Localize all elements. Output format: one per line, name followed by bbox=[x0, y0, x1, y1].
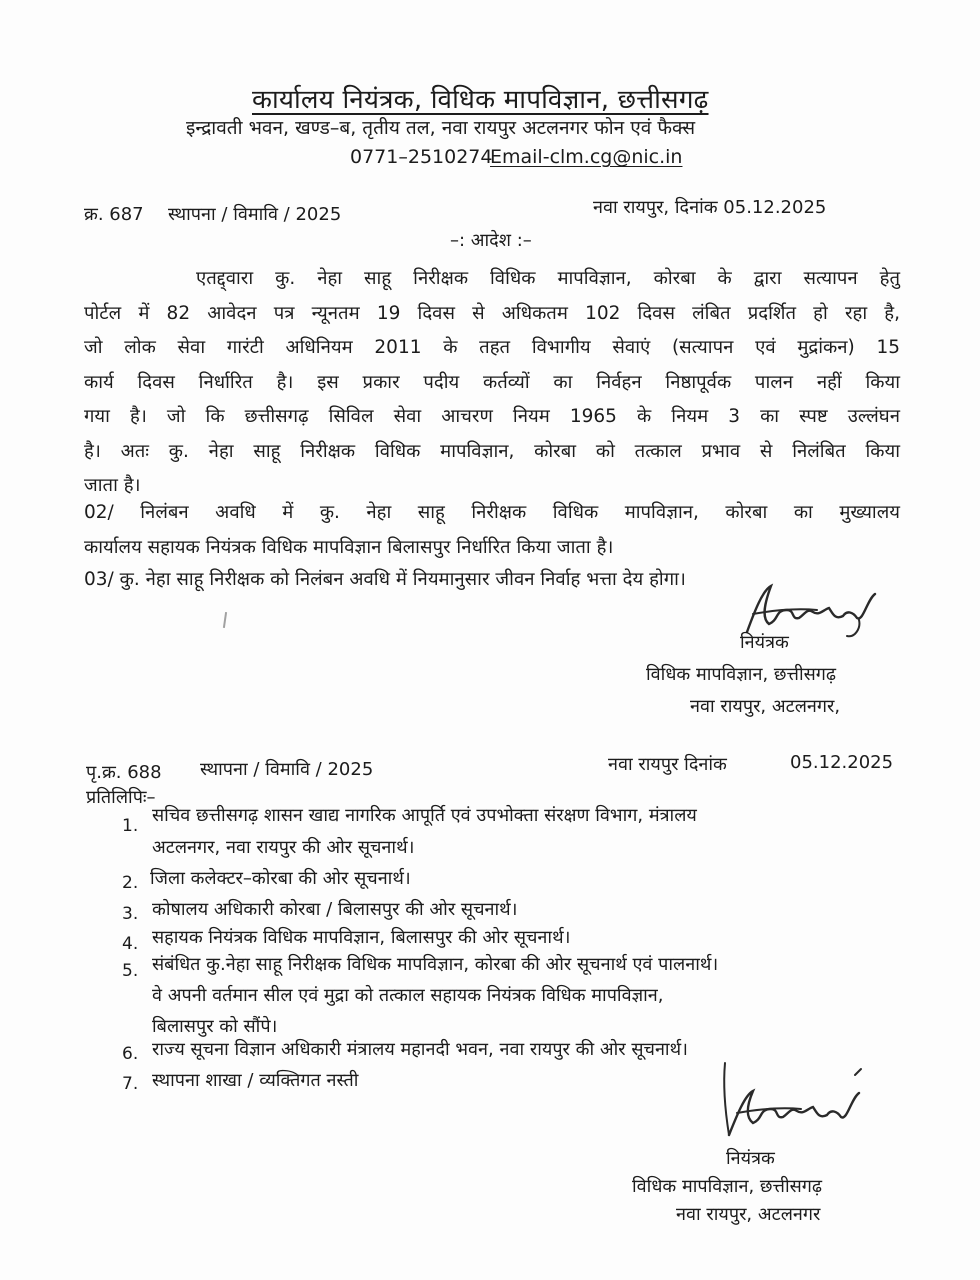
copy-item-number: 6. bbox=[122, 1044, 139, 1064]
copy-item-text: स्थापना शाखा / व्यक्तिगत नस्ती bbox=[152, 1070, 359, 1091]
office-phone: 0771–2510274 bbox=[350, 146, 493, 168]
copy-ref-section: स्थापना / विमावि / 2025 bbox=[200, 759, 374, 780]
copy-label: प्रतिलिपिः– bbox=[86, 787, 156, 808]
para1-line: एतद्द्वारा कु. नेहा साहू निरीक्षक विधिक मापविज्ञान, कोरबा के द्वारा सत्यापन हेतु bbox=[196, 268, 900, 289]
para1-line: जाता है। bbox=[84, 475, 141, 496]
order-paragraph-1 bbox=[84, 262, 900, 504]
para1-line: कार्य दिवस निर्धारित है। इस प्रकार पदीय कर्तव्यों का निर्वहन निष्ठापूर्वक पालन नहीं किया bbox=[84, 371, 900, 393]
copy-signatory-office: विधिक मापविज्ञान, छत्तीसगढ़ bbox=[632, 1176, 823, 1197]
order-ref-section: स्थापना / विमावि / 2025 bbox=[168, 204, 342, 225]
para2-line: कार्यालय सहायक नियंत्रक विधिक मापविज्ञान बिलासपुर निर्धारित किया जाता है। bbox=[84, 536, 614, 558]
order-paragraph-2 bbox=[84, 496, 900, 565]
order-signatory-designation: नियंत्रक bbox=[740, 632, 789, 653]
copy-item-text: सहायक नियंत्रक विधिक मापविज्ञान, बिलासपुर की ओर सूचनार्थ। bbox=[152, 927, 571, 948]
copy-item-number: 2. bbox=[122, 873, 139, 893]
office-email[interactable]: Email-clm.cg@nic.in bbox=[490, 146, 683, 168]
copy-item-text: राज्य सूचना विज्ञान अधिकारी मंत्रालय महानदी भवन, नवा रायपुर की ओर सूचनार्थ। bbox=[152, 1039, 688, 1060]
para1-line: गया है। जो कि छत्तीसगढ़ सिविल सेवा आचरण नियम 1965 के नियम 3 का स्पष्ट उल्लंघन bbox=[84, 406, 900, 427]
order-signatory-office: विधिक मापविज्ञान, छत्तीसगढ़ bbox=[646, 664, 837, 685]
copy-signatory-place: नवा रायपुर, अटलनगर bbox=[676, 1204, 821, 1225]
copy-place-date-label: नवा रायपुर दिनांक bbox=[608, 754, 727, 775]
copy-item-number: 5. bbox=[122, 961, 139, 981]
para1-line: है। अतः कु. नेहा साहू निरीक्षक विधिक मापविज्ञान, कोरबा को तत्काल प्रभाव से निलंबित किया bbox=[84, 440, 900, 462]
copy-item-text: जिला कलेक्टर–कोरबा की ओर सूचनार्थ। bbox=[150, 868, 411, 889]
copy-item-number: 1. bbox=[122, 816, 139, 836]
copy-item-text: अटलनगर, नवा रायपुर की ओर सूचनार्थ। bbox=[152, 837, 415, 858]
order-ref-no: क्र. 687 bbox=[84, 204, 144, 225]
copy-item-text: बिलासपुर को सौंपे। bbox=[152, 1016, 278, 1037]
stray-mark bbox=[223, 612, 227, 628]
copy-date: 05.12.2025 bbox=[790, 752, 894, 773]
copy-item-number: 4. bbox=[122, 934, 139, 954]
para2-line: 02/ निलंबन अवधि में कु. नेहा साहू निरीक्षक विधिक मापविज्ञान, कोरबा का मुख्यालय bbox=[84, 502, 900, 523]
copy-ref-no: पृ.क्र. 688 bbox=[86, 762, 162, 783]
order-paragraph-3: 03/ कु. नेहा साहू निरीक्षक को निलंबन अवधि में नियमानुसार जीवन निर्वाह भत्ता देय होगा। bbox=[84, 569, 686, 590]
copy-item-number: 7. bbox=[122, 1074, 139, 1094]
order-heading: –: आदेश :– bbox=[450, 230, 532, 251]
office-title: कार्यालय नियंत्रक, विधिक मापविज्ञान, छत्तीसगढ़ bbox=[252, 85, 709, 115]
copy-item-text: सचिव छत्तीसगढ़ शासन खाद्य नागरिक आपूर्ति एवं उपभोक्ता संरक्षण विभाग, मंत्रालय bbox=[152, 805, 697, 826]
signature-2 bbox=[715, 1055, 895, 1145]
para1-line: जो लोक सेवा गारंटी अधिनियम 2011 के तहत विभागीय सेवाएं (सत्यापन एवं मुद्रांकन) 15 bbox=[84, 337, 900, 358]
copy-item-text: कोषालय अधिकारी कोरबा / बिलासपुर की ओर सूचनार्थ। bbox=[152, 899, 518, 920]
order-signatory-place: नवा रायपुर, अटलनगर, bbox=[690, 696, 841, 717]
copy-item-text: वे अपनी वर्तमान सील एवं मुद्रा को तत्काल सहायक नियंत्रक विधिक मापविज्ञान, bbox=[152, 985, 664, 1006]
copy-item-number: 3. bbox=[122, 904, 139, 924]
order-place-date: नवा रायपुर, दिनांक 05.12.2025 bbox=[593, 197, 827, 218]
office-address: इन्द्रावती भवन, खण्ड–ब, तृतीय तल, नवा रायपुर अटलनगर फोन एवं फैक्स bbox=[186, 117, 696, 139]
copy-item-text: संबंधित कु.नेहा साहू निरीक्षक विधिक मापविज्ञान, कोरबा की ओर सूचनार्थ एवं पालनार्थ। bbox=[152, 954, 719, 975]
copy-signatory-designation: नियंत्रक bbox=[726, 1148, 775, 1169]
para1-line: पोर्टल में 82 आवेदन पत्र न्यूनतम 19 दिवस से अधिकतम 102 दिवस लंबित प्रदर्शित हो रहा है, bbox=[84, 302, 900, 324]
